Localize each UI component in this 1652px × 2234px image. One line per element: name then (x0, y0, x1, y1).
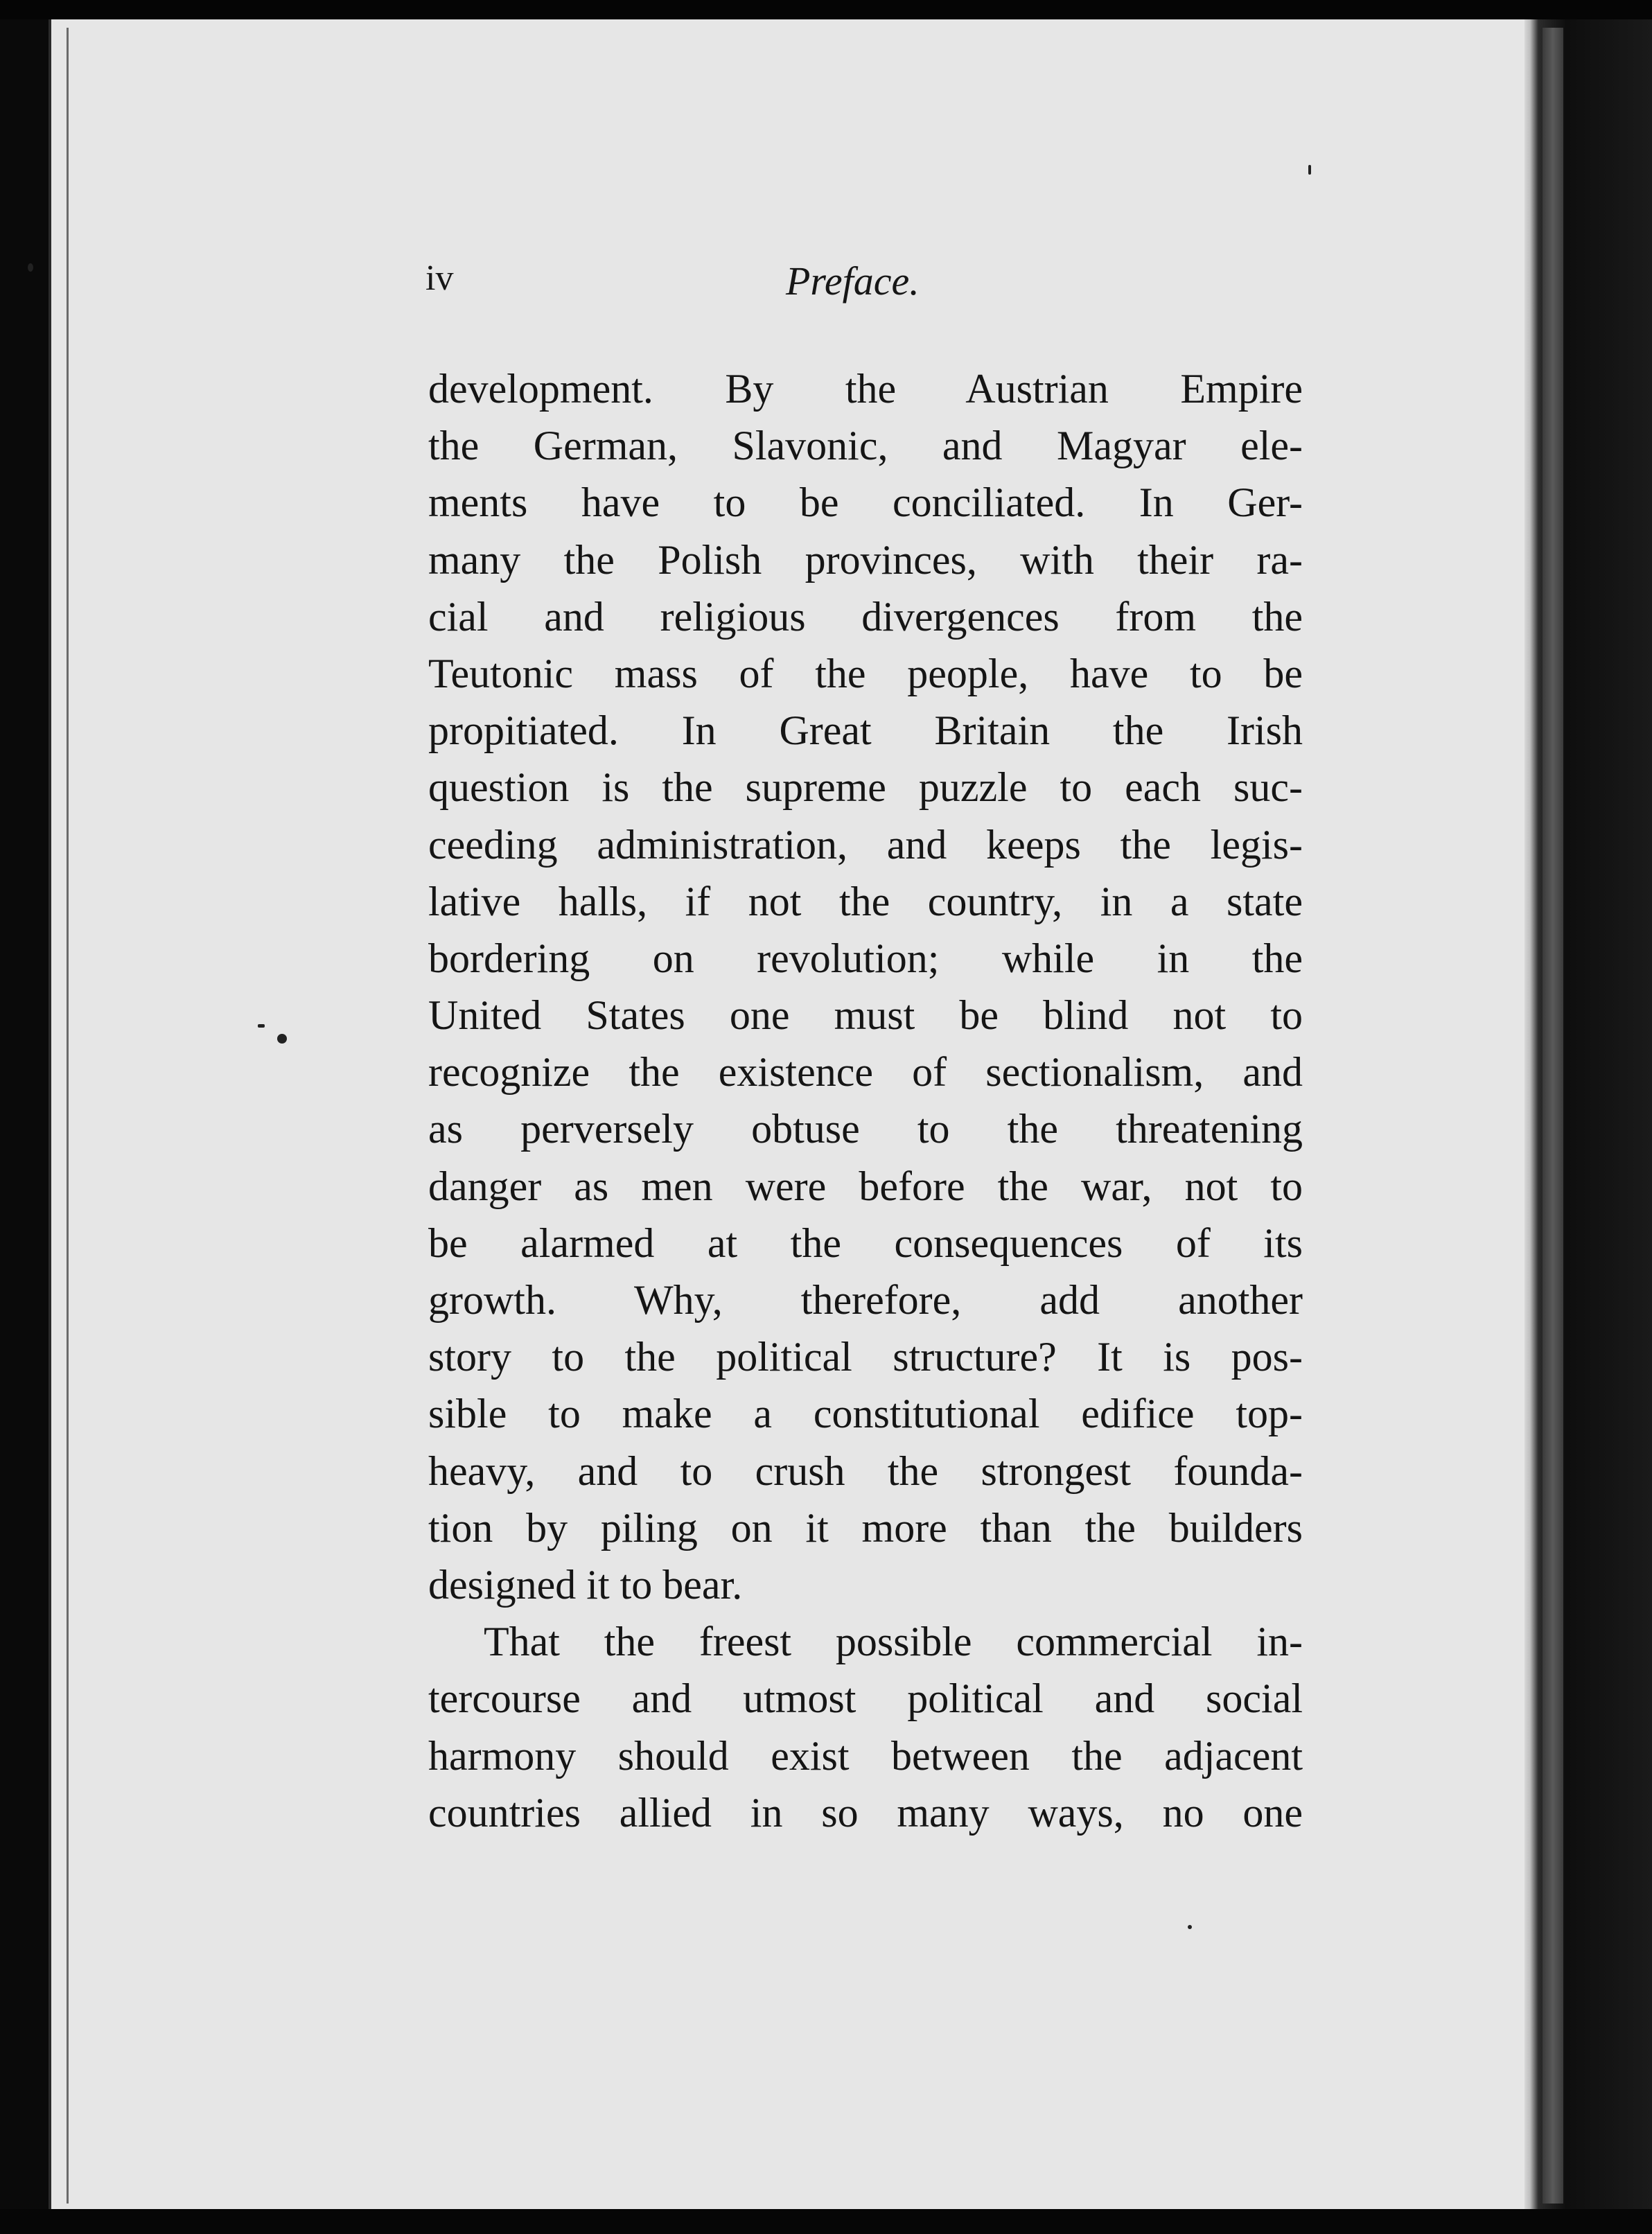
text-line: tion by piling on it more than the builders (428, 1504, 1303, 1551)
text-line: heavy, and to crush the strongest founda- (428, 1448, 1303, 1494)
paragraph-end-line: designed it to bear. (428, 1561, 743, 1608)
page-header (425, 258, 1300, 313)
text-line: ceeding administration, and keeps the legis- (428, 821, 1303, 868)
text-line: story to the political structure? It is pos- (428, 1334, 1303, 1380)
scan-speck (1308, 165, 1311, 175)
scan-speck (258, 1024, 265, 1028)
text-line: ments have to be conciliated. In Ger- (428, 480, 1303, 526)
text-line: cial and religious divergences from the (428, 593, 1303, 640)
scan-speck (277, 1034, 287, 1044)
paragraph-start-line: That the freest possible commercial in- (484, 1619, 1303, 1665)
page-number: iv (425, 258, 454, 298)
text-line: Teutonic mass of the people, have to be (428, 650, 1303, 696)
text-line: growth. Why, therefore, add another (428, 1277, 1303, 1323)
text-line: development. By the Austrian Empire (428, 366, 1303, 412)
body-text (428, 360, 1303, 1841)
text-line: be alarmed at the consequences of its (428, 1220, 1303, 1266)
text-line: sible to make a constitutional edifice top- (428, 1391, 1303, 1437)
text-line: harmony should exist between the adjacent (428, 1732, 1303, 1779)
text-line: United States one must be blind not to (428, 992, 1303, 1039)
text-line: as perversely obtuse to the threatening (428, 1106, 1303, 1152)
text-line: bordering on revolution; while in the (428, 935, 1303, 981)
text-line: propitiated. In Great Britain the Irish (428, 707, 1303, 754)
scan-speck (28, 263, 33, 272)
text-line: recognize the existence of sectionalism, and (428, 1049, 1303, 1096)
page-gutter-line (67, 28, 69, 2204)
scan-border-top (0, 0, 1652, 19)
text-line: the German, Slavonic, and Magyar ele- (428, 423, 1303, 469)
scan-border-bottom (0, 2209, 1652, 2234)
text-line: lative halls, if not the country, in a state (428, 878, 1303, 924)
running-title: Preface. (786, 258, 920, 304)
text-line: danger as men were before the war, not to (428, 1163, 1303, 1209)
text-line: question is the supreme puzzle to each suc- (428, 764, 1303, 811)
page-edge-strip (1543, 28, 1563, 2204)
text-line: many the Polish provinces, with their ra- (428, 536, 1303, 583)
scan-speck (1188, 1925, 1192, 1929)
text-line: tercourse and utmost political and social (428, 1676, 1303, 1722)
text-line: countries allied in so many ways, no one (428, 1789, 1303, 1836)
